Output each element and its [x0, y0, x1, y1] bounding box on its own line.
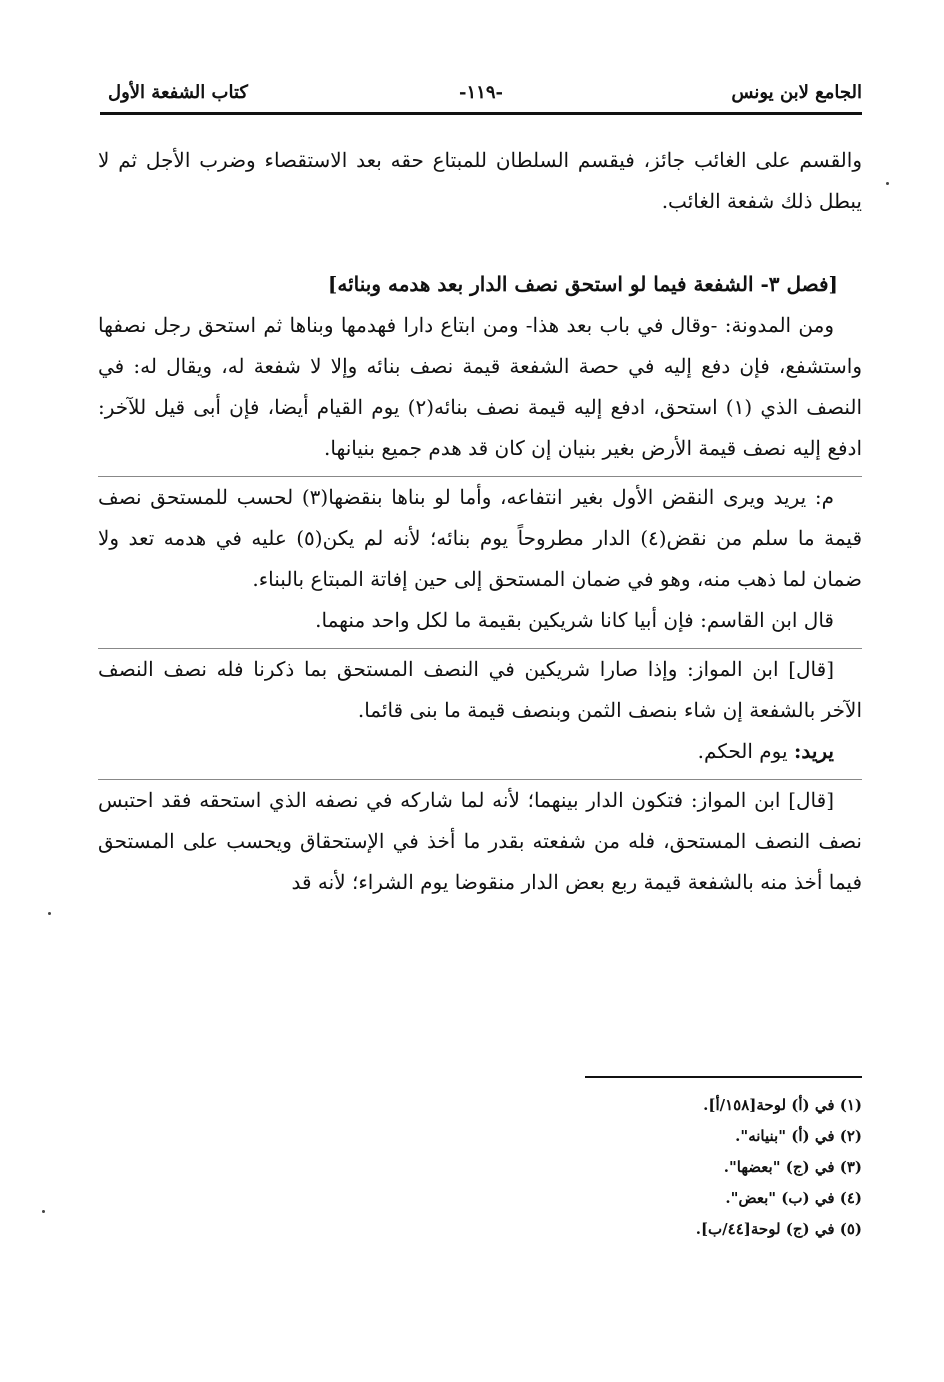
- footnote: (١) في (أ) لوحة[١٥٨/أ].: [703, 1096, 862, 1114]
- footnote: (٤) في (ب) "بعض".: [725, 1189, 862, 1207]
- header-chapter-title: كتاب الشفعة الأول: [108, 82, 248, 103]
- paragraph: [قال] ابن المواز: وإذا صارا شريكين في النصف المستحق بما ذكرنا فله نصف النصف الآخر بالشفعة إن شاء بنصف الثمن وبنصف قيمة ما بنى قائما.: [98, 657, 862, 722]
- paragraph: م: يريد ويرى النقض الأول بغير انتفاعه، وأما لو بناها بنقضها(٣) لحسب للمستحق نصف قيمة ما سلم من نقض(٤) الدار مطروحاً يوم بنائه؛ لأنه لم يكن(٥) عليه في هدمه تعد ولا ضمان لما ذهب منه، وهو في ضمان المستحق إلى حين إفاتة المبتاع بالبناء.: [98, 485, 862, 591]
- footnotes: [560, 1090, 862, 1245]
- paragraph-label: يريد:: [793, 739, 834, 763]
- paragraph: [98, 731, 862, 772]
- footnote: (٣) في (ج) "بعضها".: [723, 1158, 862, 1176]
- paragraph: [قال] ابن المواز: فتكون الدار بينهما؛ لأنه لما شاركه في نصفه الذي استحقه فقد احتبس نصف النصف المستحق، فله من شفعته بقدر ما أخذ في الإستحقاق ويحسب على المستحق فيما أخذ منه بالشفعة قيمة ربع بعض الدار منقوضا يوم الشراء؛ لأنه قد: [98, 788, 862, 894]
- paragraph: قال ابن القاسم: فإن أبيا كانا شريكين بقيمة ما لكل واحد منهما.: [315, 608, 834, 632]
- header-book-title: الجامع لابن يونس: [731, 82, 862, 103]
- footnote-rule: [585, 1076, 862, 1078]
- scan-speck: [886, 182, 889, 185]
- footnote: (٥) في (ج) لوحة[٤٤/ب].: [695, 1220, 862, 1238]
- paragraph: والقسم على الغائب جائز، فيقسم السلطان للمبتاع حقه بعد الاستقصاء وضرب الأجل ثم لا يبطل ذلك شفعة الغائب.: [98, 148, 862, 213]
- section-heading: [فصل ٣- الشفعة فيما لو استحق نصف الدار بعد هدمه وبنائه]: [327, 272, 838, 296]
- scan-speck: [42, 1210, 45, 1213]
- page-number: -١١٩-: [459, 82, 503, 103]
- paragraph: ومن المدونة: -وقال في باب بعد هذا- ومن ابتاع دارا فهدمها وبناها ثم استحق رجل نصفها واستشفع، فإن دفع إليه في حصة الشفعة قيمة نصف بنائه وإلا لا شفعة له، ويقال له: في النصف الذي (١) استحق، ادفع إليه قيمة نصف بنائه(٢) يوم القيام أيضا، فإن أبى قيل للآخر: ادفع إليه نصف قيمة الأرض بغير بنيان إن كان قد هدم جميع بنيانها.: [98, 313, 863, 460]
- scan-speck: [48, 912, 51, 915]
- header-rule: [100, 112, 862, 115]
- paragraph-text: يوم الحكم.: [697, 739, 788, 763]
- main-text: [98, 140, 862, 903]
- page-header: [100, 82, 862, 112]
- footnote: (٢) في (أ) "بنيانه".: [735, 1127, 862, 1145]
